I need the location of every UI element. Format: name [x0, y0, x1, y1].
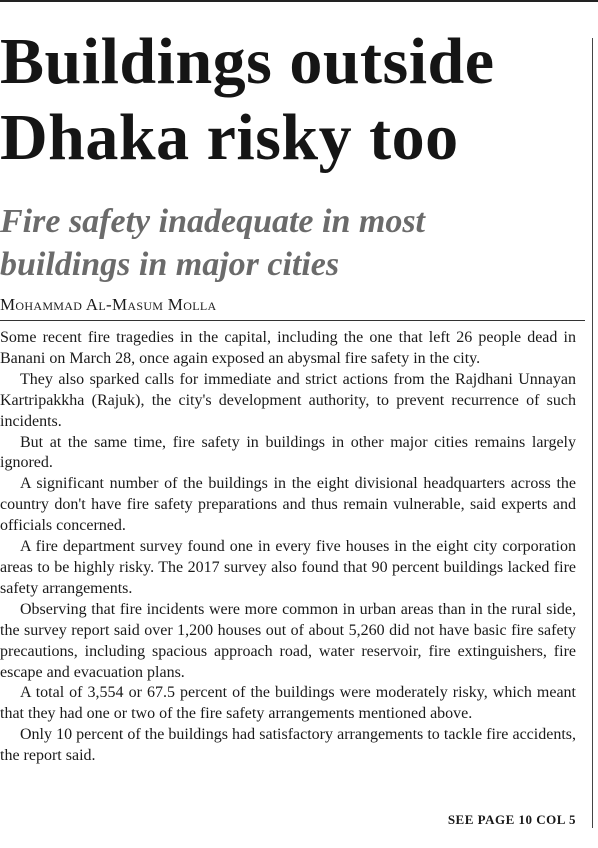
- headline-line-2: Dhaka risky too: [0, 101, 459, 174]
- headline-line-1: Buildings outside: [0, 25, 495, 98]
- paragraph-2: They also sparked calls for immediate and strict actions from the Rajdhani Unnayan Kartripakkha (Rajuk), the city's development authority, to prevent recurrence of such incidents.: [0, 370, 576, 430]
- paragraph-5: A fire department survey found one in every five houses in the eight city corporation areas to be highly risky. The 2017 survey also found that 90 percent buildings lacked fire safety arrangements.: [0, 538, 576, 597]
- paragraph-6: Observing that fire incidents were more common in urban areas than in the rural side, the survey report said over 1,200 houses out of about 5,260 did not have basic fire safety precautions, including spacious approach road, water reservoir, fire extinguishers, fire escape and evacuation plans.: [0, 600, 576, 681]
- subhead-line-2: buildings in major cities: [0, 246, 340, 283]
- jump-line: SEE PAGE 10 COL 5: [447, 812, 576, 827]
- paragraph-1: Some recent fire tragedies in the capital, including the one that left 26 people dead in Banani on March 28, once again exposed an abysmal fire safety in the city.: [0, 329, 576, 367]
- paragraph-8: Only 10 percent of the buildings had satisfactory arrangements to tackle fire accidents, the report said.: [0, 726, 576, 765]
- column-divider: [592, 38, 593, 828]
- paragraph-3: But at the same time, fire safety in buildings in other major cities remains largely ignored.: [0, 433, 576, 472]
- headline: [0, 24, 590, 176]
- byline: Mohammad Al-Masum Molla: [0, 295, 217, 314]
- byline-rule: [0, 320, 585, 321]
- paragraph-4: A significant number of the buildings in the eight divisional headquarters across the country don't have fire safety preparations and thus remain vulnerable, said experts and officials concerned.: [0, 475, 576, 535]
- article-body: [0, 328, 576, 767]
- subheadline: [0, 200, 590, 286]
- top-rule: [0, 0, 598, 2]
- subhead-line-1: Fire safety inadequate in most: [0, 203, 425, 240]
- paragraph-7: A total of 3,554 or 67.5 percent of the buildings were moderately risky, which meant that they had one or two of the fire safety arrangements mentioned above.: [0, 684, 576, 723]
